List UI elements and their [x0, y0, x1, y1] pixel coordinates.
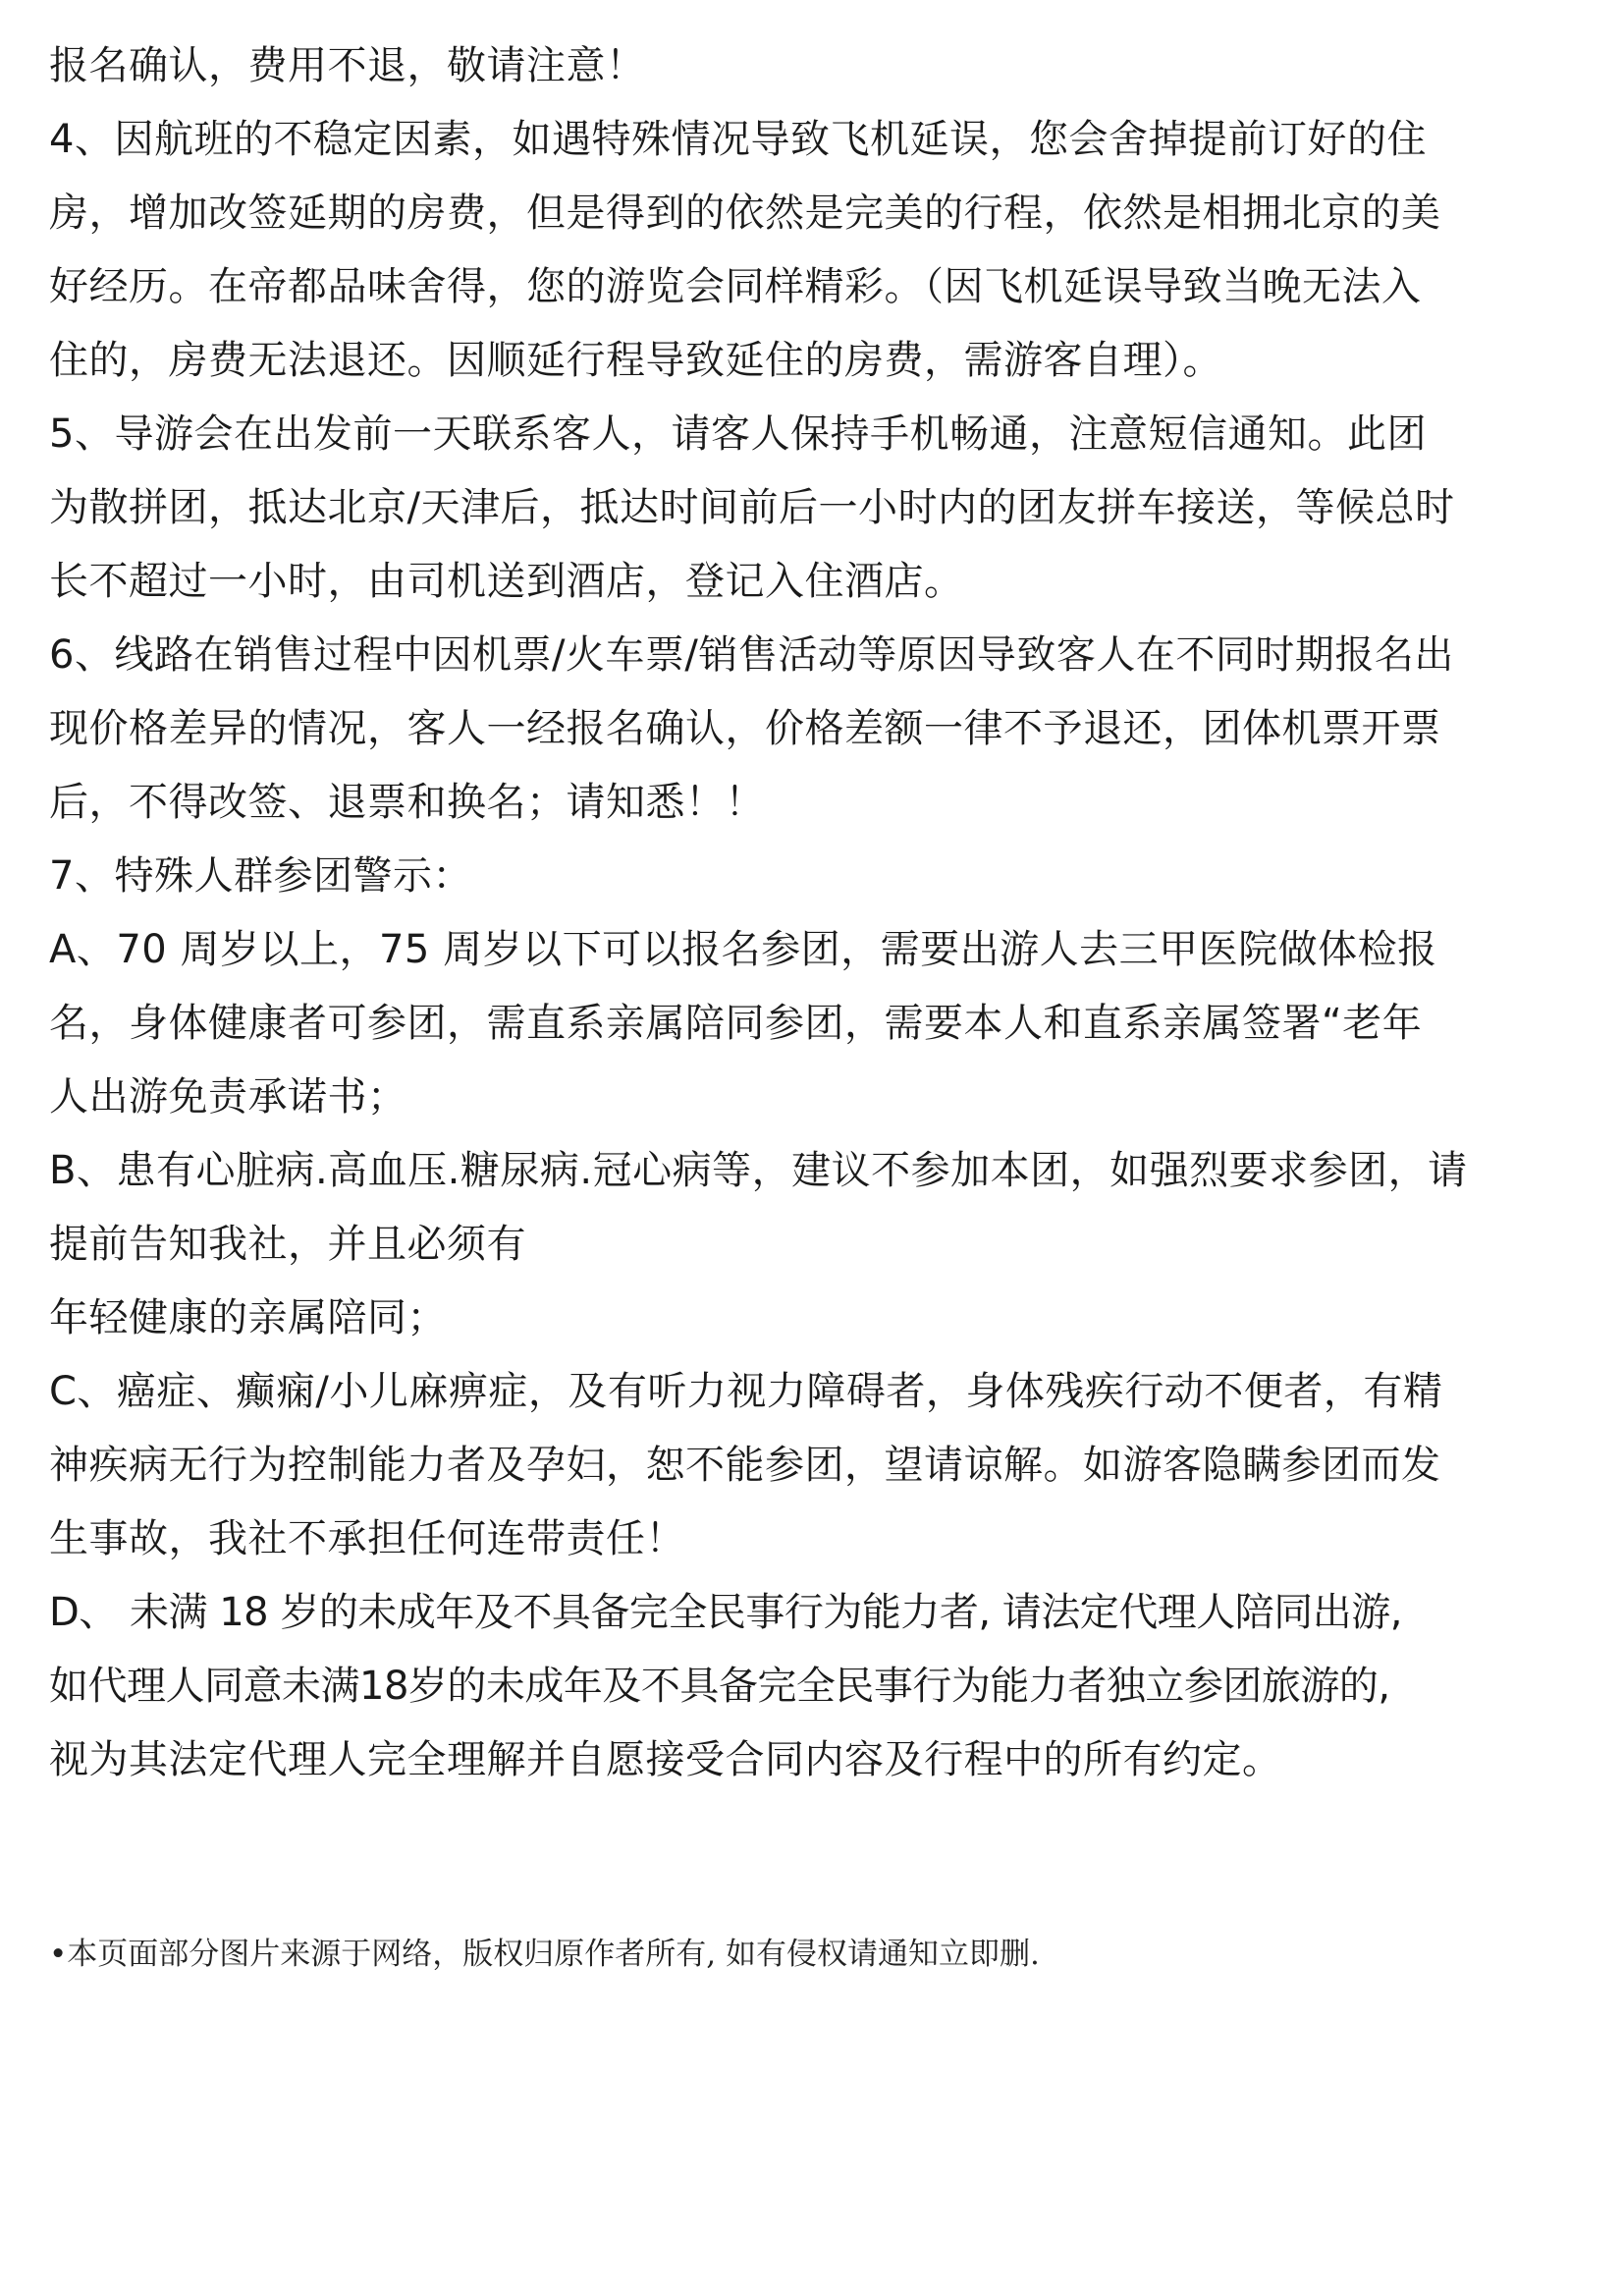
text-line: A、70 周岁以上，75 周岁以下可以报名参团，需要出游人去三甲医院做体检报 [49, 927, 1437, 972]
text-line: 神疾病无行为控制能力者及孕妇，恕不能参团，望请谅解。如游客隐瞒参团而发 [49, 1443, 1441, 1488]
text-line: 现价格差异的情况，客人一经报名确认，价格差额一律不予退还，团体机票开票 [49, 706, 1441, 751]
text-line: 房，增加改签延期的房费，但是得到的依然是完美的行程，依然是相拥北京的美 [49, 191, 1441, 236]
text-line: 好经历。在帝都品味舍得，您的游览会同样精彩。（因飞机延误导致当晚无法入 [49, 264, 1422, 309]
text-line: 生事故，我社不承担任何连带责任！ [49, 1516, 685, 1561]
text-line: D、 未满 18 岁的未成年及不具备完全民事行为能力者, 请法定代理人陪同出游, [49, 1590, 1402, 1635]
text-line: 人出游免责承诺书； [49, 1074, 407, 1120]
text-line: 5、导游会在出发前一天联系客人，请客人保持手机畅通，注意短信通知。此团 [49, 411, 1427, 457]
text-line: 4、因航班的不稳定因素，如遇特殊情况导致飞机延误，您会舍掉提前订好的住 [49, 117, 1427, 162]
text-line: 为散拼团，抵达北京/天津后，抵达时间前后一小时内的团友拼车接送，等候总时 [49, 485, 1455, 530]
footnote: •本页面部分图片来源于网络，版权归原作者所有, 如有侵权请通知立即删. [49, 1937, 1040, 1972]
text-line: 长不超过一小时，由司机送到酒店，登记入住酒店。 [49, 559, 964, 604]
text-line: 7、特殊人群参团警示： [49, 853, 472, 899]
text-line: 后，不得改签、退票和换名；请知悉！！ [49, 780, 765, 825]
text-line: 提前告知我社，并且必须有 [49, 1222, 526, 1267]
text-line: 如代理人同意未满18岁的未成年及不具备完全民事行为能力者独立参团旅游的, [49, 1664, 1390, 1709]
text-line: 视为其法定代理人完全理解并自愿接受合同内容及行程中的所有约定。 [49, 1737, 1282, 1782]
text-line: 住的，房费无法退还。因顺延行程导致延住的房费，需游客自理）。 [49, 338, 1222, 383]
text-line: 报名确认，费用不退，敬请注意！ [49, 43, 646, 88]
text-line: 名，身体健康者可参团，需直系亲属陪同参团，需要本人和直系亲属签署“老年 [49, 1001, 1423, 1046]
document-body [49, 29, 1600, 1797]
text-line: B、患有心脏病.高血压.糖尿病.冠心病等，建议不参加本团，如强烈要求参团，请 [49, 1148, 1468, 1193]
text-line: C、癌症、癫痫/小儿麻痹症，及有听力视力障碍者，身体残疾行动不便者，有精 [49, 1369, 1443, 1414]
text-line: 6、线路在销售过程中因机票/火车票/销售活动等原因导致客人在不同时期报名出 [49, 632, 1454, 678]
text-line: 年轻健康的亲属陪同； [49, 1295, 447, 1340]
